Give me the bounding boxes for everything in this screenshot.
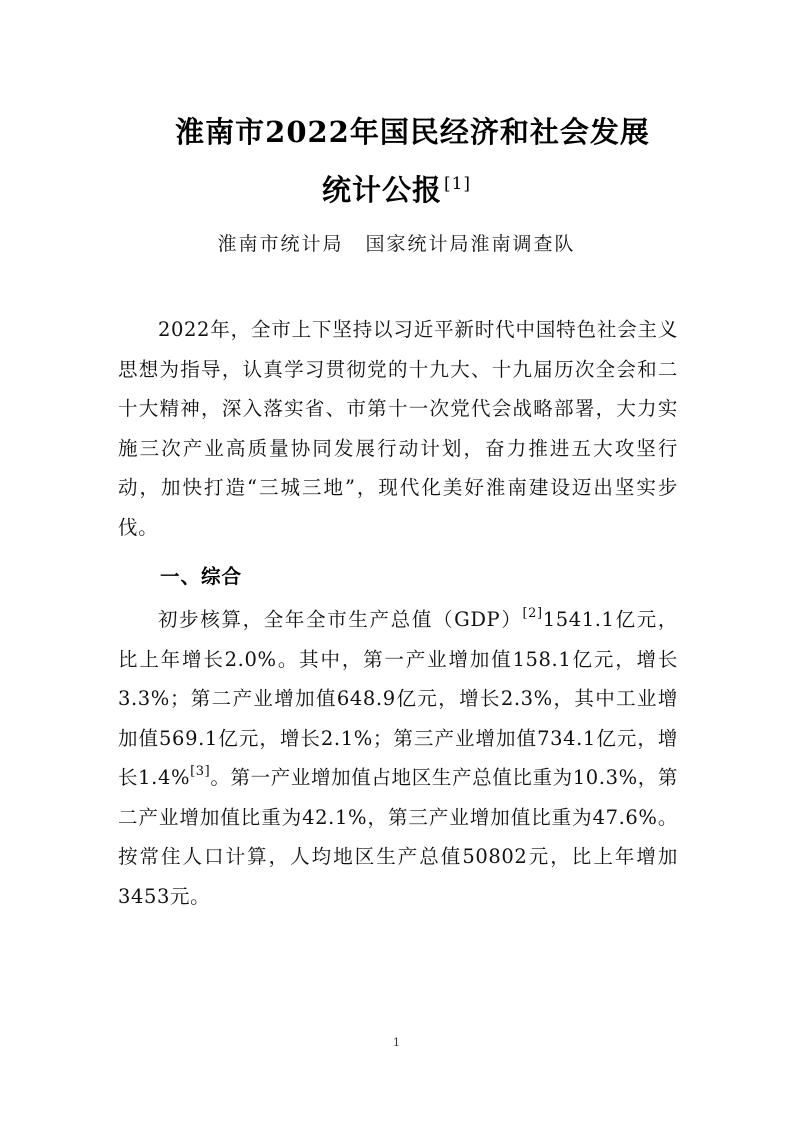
gdp-text-part-2: 1541.1亿元，比上年增长2.0%。其中，第一产业增加值158.1亿元，增长3.3%；第二产业增加值648.9亿元，增长2.3%，其中工业增加值569.1亿元，增长2.1%；第三产业增加值734.1亿元，增长1.4% xyxy=(118,608,678,789)
gdp-text-part-1: 初步核算，全年全市生产总值（GDP） xyxy=(158,608,523,631)
footnote-marker-2[interactable]: [2] xyxy=(522,606,543,621)
title-footnote-marker[interactable]: [1] xyxy=(443,174,472,194)
document-authors xyxy=(0,229,793,256)
title-text-1: 淮南市2022年国民经济和社会发展 xyxy=(175,115,650,149)
title-text-2: 统计公报 xyxy=(321,173,442,207)
document-title-line-2 xyxy=(0,168,793,209)
author-municipal-bureau: 淮南市统计局 xyxy=(217,233,344,255)
gdp-paragraph xyxy=(118,600,678,916)
section-heading-overview: 一、综合 xyxy=(160,565,243,588)
intro-paragraph: 2022年，全市上下坚持以习近平新时代中国特色社会主义思想为指导，认真学习贯彻党的十九大、十九届历次全会和二十大精神，深入落实省、市第十一次党代会战略部署，大力实施三次产业高质量协同发展行动计划，奋力推进五大攻坚行动，加快打造“三城三地”，现代化美好淮南建设迈出坚实步伐。 xyxy=(118,318,678,539)
document-title-line-1 xyxy=(0,110,793,151)
author-survey-team: 国家统计局淮南调查队 xyxy=(365,233,576,255)
gdp-text-part-3: 。第一产业增加值占地区生产总值比重为10.3%，第二产业增加值比重为42.1%，第三产业增加值比重为47.6%。按常住人口计算，人均地区生产总值50802元，比上年增加3453元。 xyxy=(118,766,678,908)
footnote-marker-3[interactable]: [3] xyxy=(190,764,211,779)
page-number: 1 xyxy=(393,1036,400,1049)
